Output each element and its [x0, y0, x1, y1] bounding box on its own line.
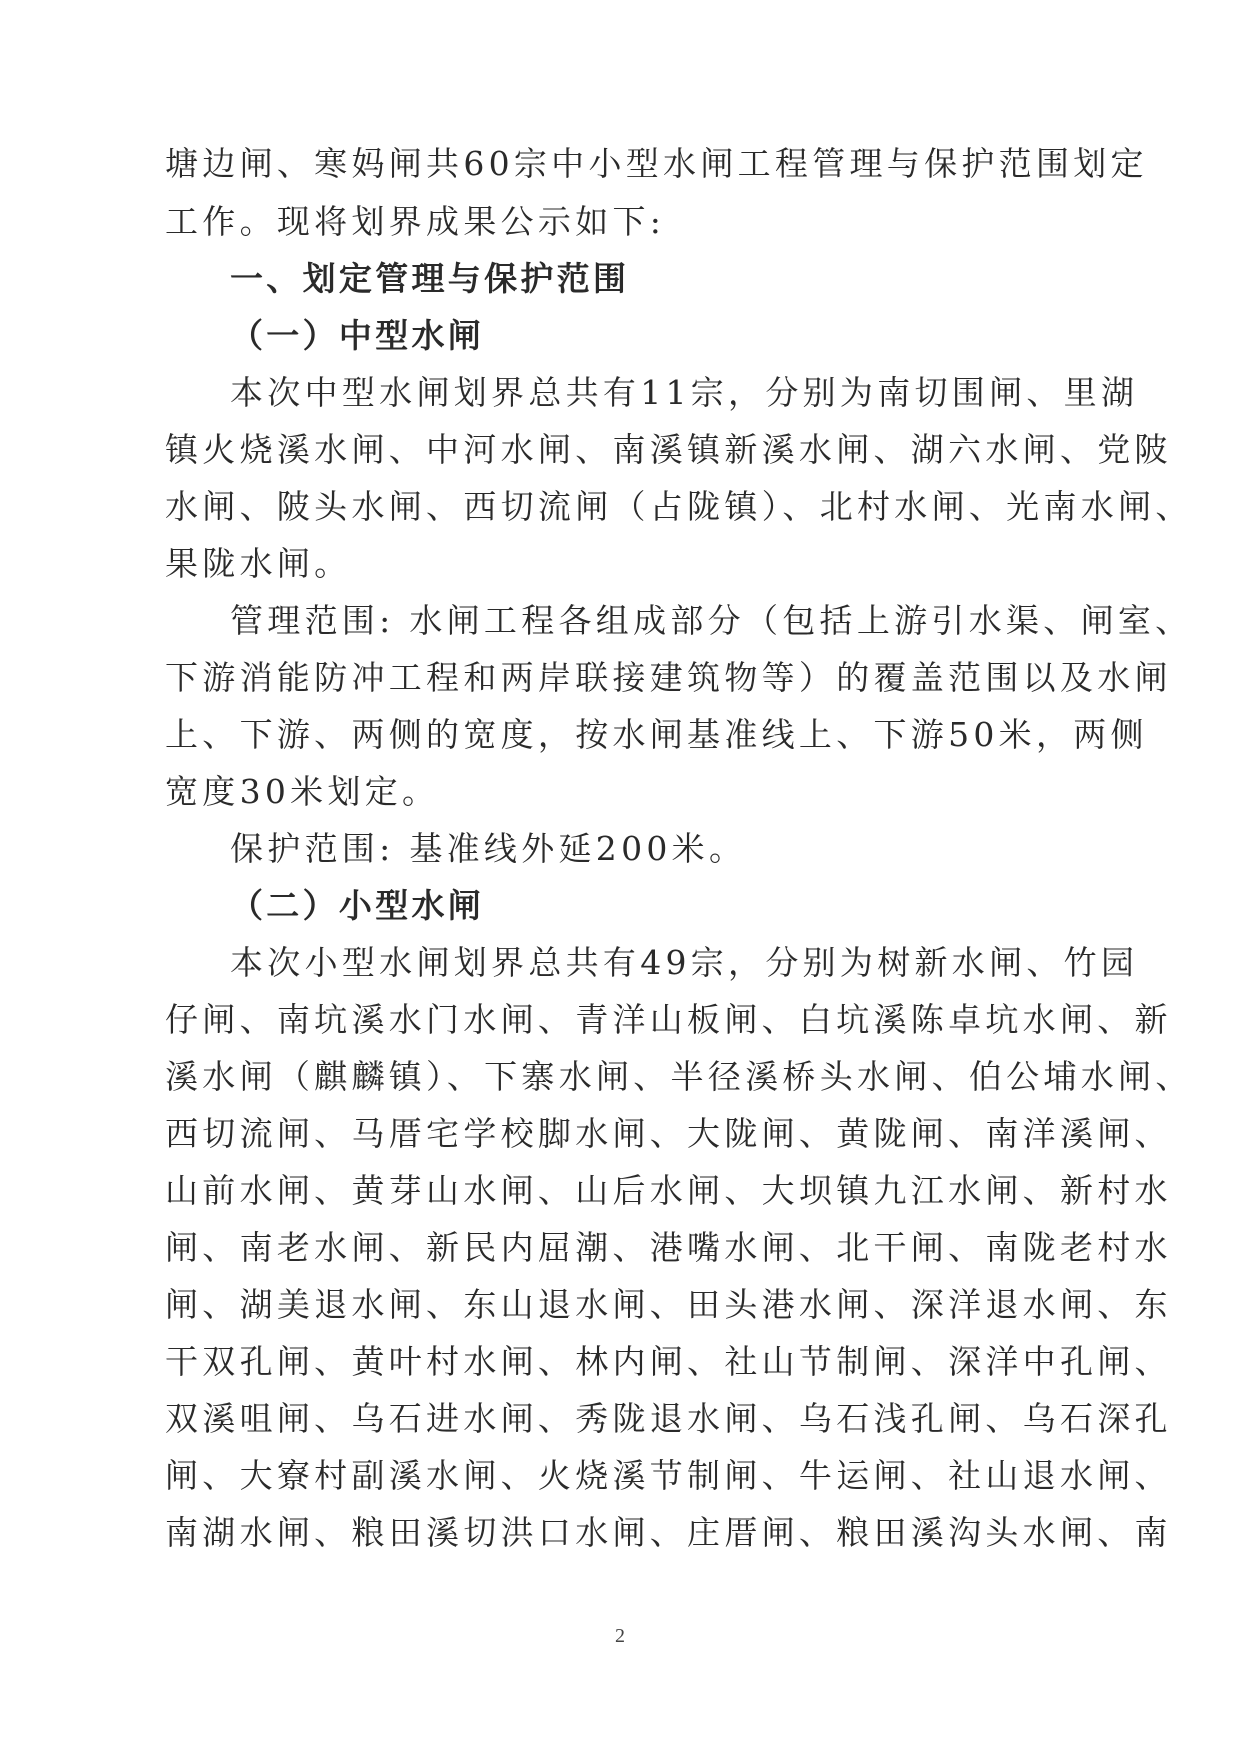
- medium-gates-line-3: 水闸、陂头水闸、西切流闸（占陇镇）、北村水闸、光南水闸、: [165, 487, 1193, 526]
- medium-gates-line-2: 镇火烧溪水闸、中河水闸、南溪镇新溪水闸、湖六水闸、党陂: [165, 430, 1172, 469]
- medium-gates-line-4: 果陇水闸。: [165, 544, 352, 583]
- management-scope-line-3: 上、下游、两侧的宽度，按水闸基准线上、下游50米，两侧: [165, 715, 1148, 754]
- small-gates-line-10: 闸、大寮村副溪水闸、火烧溪节制闸、牛运闸、社山退水闸、: [165, 1456, 1172, 1495]
- small-gates-line-8: 干双孔闸、黄叶村水闸、林内闸、社山节制闸、深洋中孔闸、: [165, 1342, 1172, 1381]
- subsection-1-heading: （一）中型水闸: [230, 316, 485, 355]
- small-gates-line-3: 溪水闸（麒麟镇）、下寨水闸、半径溪桥头水闸、伯公埔水闸、: [165, 1057, 1193, 1096]
- small-gates-line-2: 仔闸、南坑溪水门水闸、青洋山板闸、白坑溪陈卓坑水闸、新: [165, 1000, 1172, 1039]
- small-gates-line-1: 本次小型水闸划界总共有49宗，分别为树新水闸、竹园: [230, 943, 1139, 982]
- small-gates-line-7: 闸、湖美退水闸、东山退水闸、田头港水闸、深洋退水闸、东: [165, 1285, 1172, 1324]
- section-1-heading: 一、划定管理与保护范围: [230, 259, 630, 298]
- intro-line-2: 工作。现将划界成果公示如下:: [165, 202, 666, 241]
- protection-scope-line: 保护范围: 基准线外延200米。: [230, 829, 747, 868]
- management-scope-line-4: 宽度30米划定。: [165, 772, 440, 811]
- management-scope-line-2: 下游消能防冲工程和两岸联接建筑物等）的覆盖范围以及水闸: [165, 658, 1172, 697]
- small-gates-line-5: 山前水闸、黄芽山水闸、山后水闸、大坝镇九江水闸、新村水: [165, 1171, 1172, 1210]
- medium-gates-line-1: 本次中型水闸划界总共有11宗，分别为南切围闸、里湖: [230, 373, 1139, 412]
- small-gates-line-6: 闸、南老水闸、新民内屈潮、港嘴水闸、北干闸、南陇老村水: [165, 1228, 1172, 1267]
- small-gates-line-9: 双溪咀闸、乌石进水闸、秀陇退水闸、乌石浅孔闸、乌石深孔: [165, 1399, 1172, 1438]
- management-scope-line-1: 管理范围: 水闸工程各组成部分（包括上游引水渠、闸室、: [230, 601, 1193, 640]
- intro-line-1: 塘边闸、寒妈闸共60宗中小型水闸工程管理与保护范围划定: [165, 144, 1148, 183]
- subsection-2-heading: （二）小型水闸: [230, 886, 485, 925]
- small-gates-line-4: 西切流闸、马厝宅学校脚水闸、大陇闸、黄陇闸、南洋溪闸、: [165, 1114, 1172, 1153]
- page-number: 2: [615, 1625, 625, 1647]
- small-gates-line-11: 南湖水闸、粮田溪切洪口水闸、庄厝闸、粮田溪沟头水闸、南: [165, 1513, 1172, 1552]
